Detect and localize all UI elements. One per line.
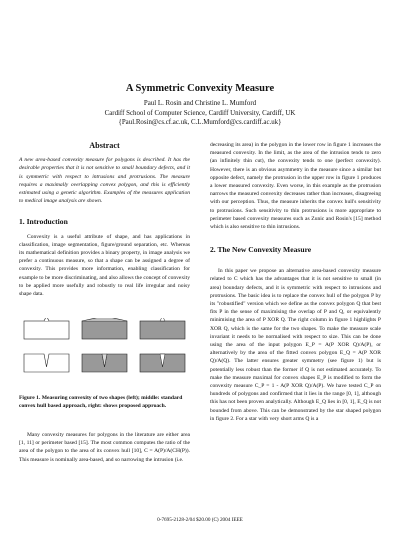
xor-protrusion [160,318,165,321]
section2-paragraph: In this paper we propose an alternative area-based convexity measure related to C which has the advantages that it is not sensitive to small (in area) boundary defects, and it is symmetric with respect to intrusions and protrusions. The basic idea is to replace the convex hull of the polygon P by its "robustified" version which we define as the convex polygon Q that best fits P in the sense of maximising the overlap of P and Q, or equivalently minimising the area of P XOR Q. The right column in figure 1 highlights P XOR Q, which is the same for the two shapes. To make the measure scale invariant it needs to be normalised with respect to size. This can be done using the area of the input polygon E_P = A(P XOR Q)/A(P), or alternatively by the area of the fitted convex polygon E_Q = A(P XOR Q)/A(Q). The latter ensures greater symmetry (see figure 1) but is potentially less robust than the former if Q is not estimated accurately. To make the measure maximal for convex shapes E_P is modified to form the convexity measure C_P = 1 - A(P XOR Q)/A(P). We have tested C_P on hundreds of polygons and confirmed that it lies in the range [0, 1], although this has not been proven analytically. Although E_Q lies in [0, 1], E_Q is not bounded from above. This can be demonstrated by the star shaped polygon in figure 2. For a star with very short arms Q is a [210,268,381,422]
figure-1 [19,318,190,380]
abstract-heading: Abstract [89,141,120,150]
author-block [0,99,400,128]
section-heading-new-measure: 2. The New Convexity Measure [210,245,312,255]
shape-intrusion [24,354,69,372]
intro-paragraph-1: Convexity is a useful attribute of shape, and has applications in classification, image segmentation, figure/ground separation, etc. Whereas its mathematical definition provides a binary property, in image analysis we prefer a continuous measure, so that a shape can be assigned a degree of convexity. This provides more information, enabling classification for example to be more discriminating, and also allows the concept of convexity to be applied more usefully and robustly to real life irregular and noisy shape data. [19,233,190,297]
right-column [210,141,381,423]
figure-row-protrusion [24,318,185,339]
paper-title: A Symmetric Convexity Measure [125,83,275,94]
protrusion-spike [44,318,49,321]
hull-protrusion-top [82,318,127,321]
page-footer: 0-7695-2128-2/04 $20.00 (C) 2004 IEEE [157,517,243,523]
shape-protrusion [24,321,69,339]
hull-protrusion [82,321,127,339]
figure-caption: Figure 1. Measuring convexity of two shapes (left); middle: standard convex hull based approach, right: shows proposed approach. [19,395,183,409]
authors: Paul L. Rosin and Christine L. Mumford [143,100,257,107]
left-column [19,141,190,298]
intro-paragraph-continued: decreasing its area) in the polygon in the lower row in figure 1 increases the measured convexity. In the limit, as the area of the intrusion tends to zero (an infinitely thin cut), the convexity tends to one (perfect convexity). However, there is an obvious asymmetry in the measure since a similar but opposite defect, namely the protrusion in the upper row in figure 1 produces a lower measured convexity. Even worse, in this example as the protrusion narrows the measured convexity decreases rather than increases, disagreeing with our perception. Thus, the measure inherits the convex hull's sensitivity to protrusions. Such sensitivity to thin protrusions is more appropriate to perimeter based convexity measures such as Zunic and Rosin's [15] method which is also sensitive to thin intrusions. [210,142,381,231]
affiliation: Cardiff School of Computer Science, Cardiff University, Cardiff, UK [104,109,296,117]
intro-paragraph-2: Many convexity measures for polygons in the literature are either area [1, 11] or perimeter based [15]. The most common computes the ratio of the area of the polygon to the area of its convex hull [10], C = A(P)/A(CH(P)). This measure is nominally area-based, and so narrowing the intrusion (i.e. [19,432,190,463]
section-heading-introduction: 1. Introduction [19,216,68,226]
abstract-text: A new area-based convexity measure for polygons is described. It has the desirable properties that it is not sensitive to small boundary defects, and it is symmetric with respect to intrusions and protrusions. The measure requires a maximally overlapping convex polygon, and this is efficiently estimated using a genetic algorithm. Examples of the measures application to medical image analysis are shown. [19,157,190,205]
figure-row-intrusion [24,354,185,372]
emails: {Paul.Rosin@cs.cf.ac.uk, C.L.Mumford@cs.cardiff.ac.uk} [118,119,282,127]
robust-fit-protrusion [140,321,185,339]
